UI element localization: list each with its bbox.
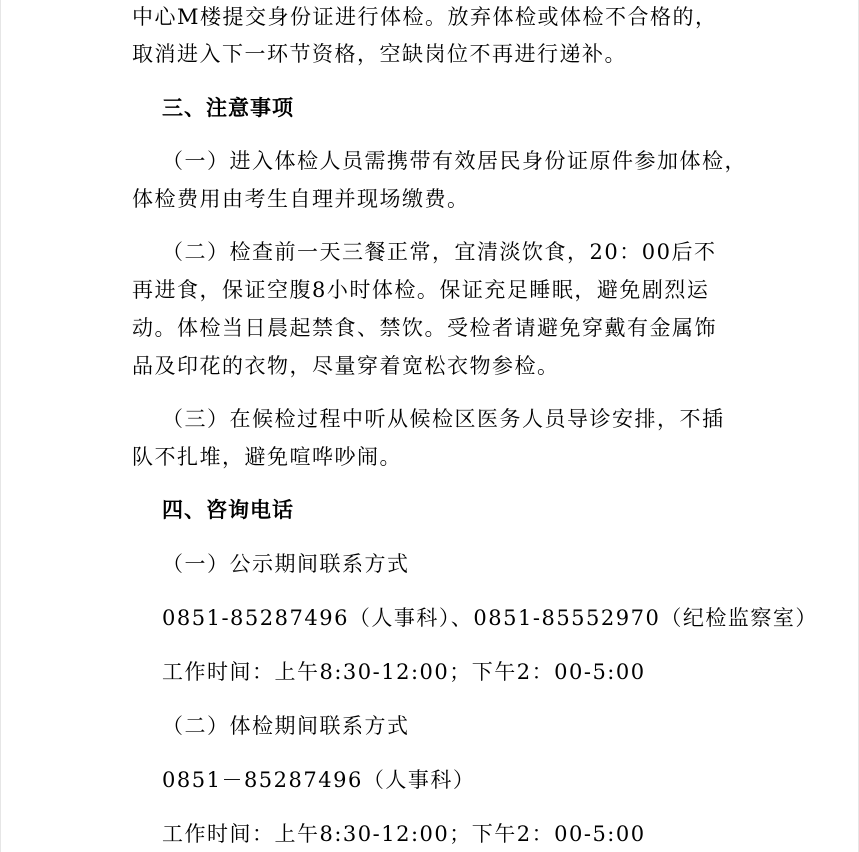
contact-phone-line: 0851-85287496（人事科）、0851-85552970（纪检监察室）: [162, 606, 818, 630]
sub-heading-exam-period: （二）体检期间联系方式: [162, 714, 410, 738]
paragraph-line: （三）在候检过程中听从候检区医务人员导诊安排，不插: [162, 407, 725, 431]
section-heading-contact: 四、咨询电话: [162, 498, 294, 522]
paragraph-line: 品及印花的衣物，尽量穿着宽松衣物参检。: [132, 354, 560, 378]
paragraph-line: （二）检查前一天三餐正常，宜清淡饮食，20：00后不: [162, 240, 717, 264]
paragraph-line: 体检费用由考生自理并现场缴费。: [132, 187, 470, 211]
paragraph-line: 再进食，保证空腹8小时体检。保证充足睡眠，避免剧烈运: [132, 278, 710, 302]
work-hours-line: 工作时间：上午8:30-12:00；下午2：00-5:00: [162, 822, 646, 846]
contact-phone-line: 0851－85287496（人事科）: [162, 768, 476, 792]
paragraph-line: 中心M楼提交身份证进行体检。放弃体检或体检不合格的，: [132, 5, 718, 29]
section-heading-notes: 三、注意事项: [162, 96, 294, 120]
sub-heading-public-period: （一）公示期间联系方式: [162, 552, 410, 576]
paragraph-line: （一）进入体检人员需携带有效居民身份证原件参加体检，: [162, 149, 747, 173]
paragraph-line: 队不扎堆，避免喧哗吵闹。: [132, 445, 402, 469]
work-hours-line: 工作时间：上午8:30-12:00；下午2：00-5:00: [162, 660, 646, 684]
paragraph-line: 取消进入下一环节资格，空缺岗位不再进行递补。: [132, 42, 627, 66]
paragraph-line: 动。体检当日晨起禁食、禁饮。受检者请避免穿戴有金属饰: [132, 316, 717, 340]
